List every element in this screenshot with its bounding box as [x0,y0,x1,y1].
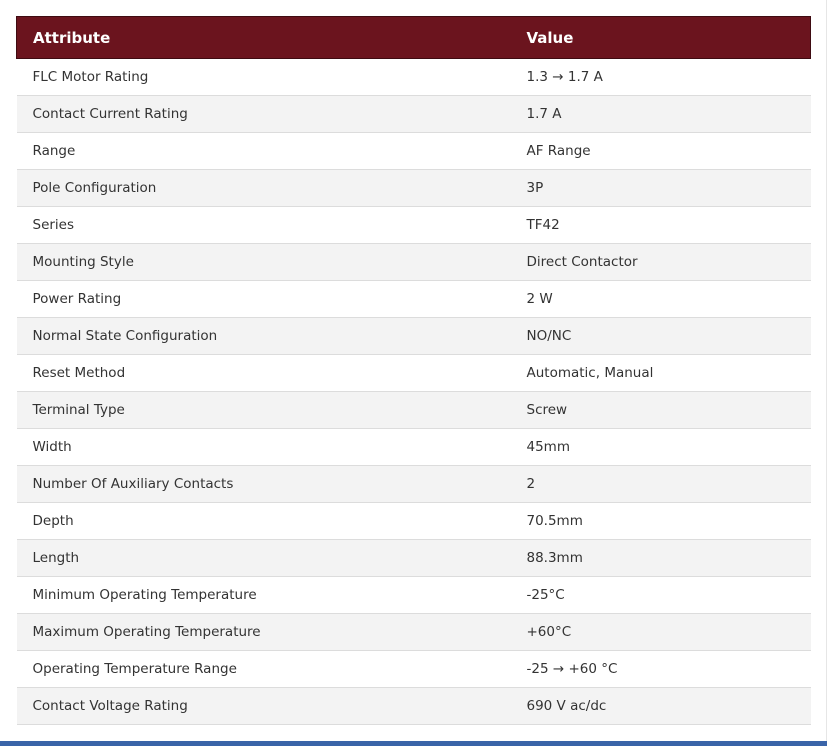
attribute-cell: Terminal Type [17,392,511,429]
table-row [17,59,811,96]
table-row [17,429,811,466]
value-cell: Automatic, Manual [511,355,811,392]
attribute-cell: Maximum Operating Temperature [17,614,511,651]
value-cell: NO/NC [511,318,811,355]
attribute-cell: Power Rating [17,281,511,318]
table-row [17,244,811,281]
attribute-cell: Contact Current Rating [17,96,511,133]
attribute-cell: Depth [17,503,511,540]
table-row [17,392,811,429]
attribute-cell: Series [17,207,511,244]
attribute-cell: Length [17,540,511,577]
attribute-cell: Contact Voltage Rating [17,688,511,725]
value-cell: -25 → +60 °C [511,651,811,688]
column-header-attribute: Attribute [17,17,511,59]
attribute-cell: Reset Method [17,355,511,392]
attribute-cell: Number Of Auxiliary Contacts [17,466,511,503]
value-cell: 88.3mm [511,540,811,577]
table-row [17,318,811,355]
value-cell: 45mm [511,429,811,466]
table-row [17,540,811,577]
value-cell: 70.5mm [511,503,811,540]
table-row [17,614,811,651]
table-header-row [17,17,811,59]
value-cell: 690 V ac/dc [511,688,811,725]
specifications-table [16,16,811,725]
table-row [17,503,811,540]
value-cell: 1.3 → 1.7 A [511,59,811,96]
column-header-value: Value [511,17,811,59]
attribute-cell: Range [17,133,511,170]
value-cell: 3P [511,170,811,207]
table-row [17,355,811,392]
attribute-cell: Normal State Configuration [17,318,511,355]
table-row [17,651,811,688]
attribute-cell: Operating Temperature Range [17,651,511,688]
value-cell: TF42 [511,207,811,244]
table-body [17,59,811,725]
table-row [17,207,811,244]
value-cell: -25°C [511,577,811,614]
attribute-cell: Mounting Style [17,244,511,281]
value-cell: AF Range [511,133,811,170]
value-cell: 1.7 A [511,96,811,133]
table-row [17,170,811,207]
attribute-cell: Minimum Operating Temperature [17,577,511,614]
value-cell: Screw [511,392,811,429]
attribute-cell: Width [17,429,511,466]
table-row [17,688,811,725]
value-cell: Direct Contactor [511,244,811,281]
value-cell: 2 [511,466,811,503]
bottom-bar [0,741,827,746]
value-cell: +60°C [511,614,811,651]
value-cell: 2 W [511,281,811,318]
table-row [17,281,811,318]
table-row [17,133,811,170]
attribute-cell: Pole Configuration [17,170,511,207]
table-row [17,466,811,503]
attribute-cell: FLC Motor Rating [17,59,511,96]
table-row [17,96,811,133]
table-row [17,577,811,614]
